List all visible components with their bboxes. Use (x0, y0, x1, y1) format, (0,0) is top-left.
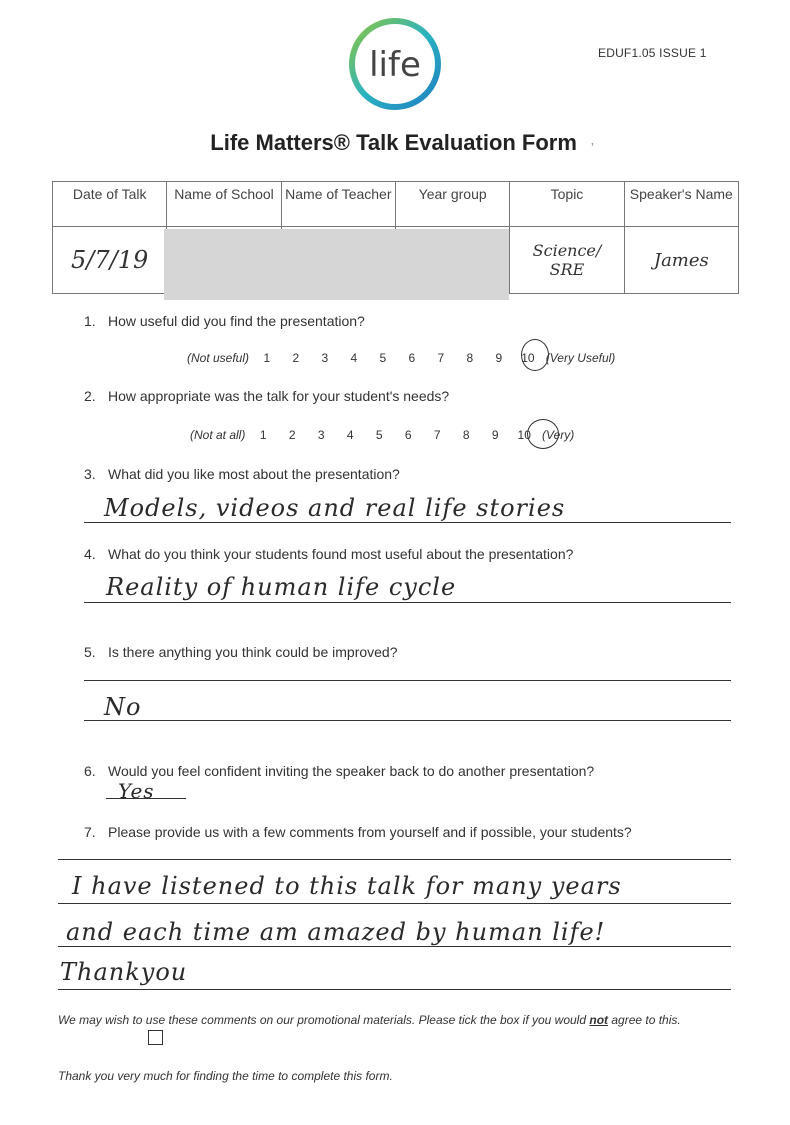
life-logo (347, 16, 443, 112)
header-year-group: Year group (395, 182, 509, 227)
rating-option[interactable]: 6 (404, 428, 412, 442)
question-3: 3. What did you like most about the presentation? (84, 466, 400, 482)
question-4: 4. What do you think your students found most useful about the presentation? (84, 546, 574, 562)
rating-option[interactable]: 8 (462, 428, 470, 442)
redaction-block (164, 229, 509, 300)
question-6: 6. Would you feel confident inviting the speaker back to do another presentation? (84, 763, 595, 779)
question-1: 1. How useful did you find the presentation? (84, 313, 365, 329)
header-date: Date of Talk (53, 182, 167, 227)
scale-low-label: (Not useful) (187, 351, 250, 365)
rating-option[interactable]: 1 (259, 428, 267, 442)
question-7: 7. Please provide us with a few comments from yourself and if possible, your students? (84, 824, 632, 840)
rating-option-selected[interactable]: 10 (521, 351, 535, 365)
rating-option[interactable]: 6 (408, 351, 416, 365)
rating-option[interactable]: 8 (466, 351, 474, 365)
selection-circle (527, 419, 559, 449)
logo-text: life (369, 45, 421, 85)
answer-line[interactable] (58, 989, 731, 990)
answer-line[interactable] (84, 522, 731, 523)
answer-line[interactable] (84, 720, 731, 721)
selection-circle (521, 339, 549, 371)
speaker-value: James (653, 249, 709, 271)
document-reference: EDUF1.05 ISSUE 1 (598, 46, 707, 60)
scale-high-label: (Very) (542, 428, 575, 442)
question-5: 5. Is there anything you think could be improved? (84, 644, 398, 660)
answer-7-line2: and each time am amazed by human life! (66, 918, 606, 946)
answer-line[interactable] (106, 798, 186, 799)
answer-4: Reality of human life cycle (106, 573, 457, 601)
header-speaker: Speaker's Name (624, 182, 738, 227)
header-topic: Topic (510, 182, 624, 227)
answer-6: Yes (118, 779, 155, 803)
topic-value-line2: SRE (549, 260, 585, 279)
scale-high-label: (Very Useful) (545, 351, 616, 365)
rating-option[interactable]: 5 (379, 351, 387, 365)
rating-option[interactable]: 7 (437, 351, 445, 365)
rating-scale-1 (187, 351, 615, 365)
answer-5: No (104, 693, 142, 721)
page-title: Life Matters® Talk Evaluation Form ’ (210, 130, 594, 155)
rating-option[interactable]: 3 (321, 351, 329, 365)
rating-option[interactable]: 5 (375, 428, 383, 442)
rating-option[interactable]: 9 (491, 428, 499, 442)
rating-option[interactable]: 3 (317, 428, 325, 442)
rating-option[interactable]: 7 (433, 428, 441, 442)
rating-option[interactable]: 9 (495, 351, 503, 365)
answer-3: Models, videos and real life stories (104, 494, 566, 522)
topic-value-line1: Science/ (532, 241, 602, 260)
rating-option[interactable]: 2 (292, 351, 300, 365)
question-2: 2. How appropriate was the talk for your student's needs? (84, 388, 450, 404)
rating-option[interactable]: 4 (350, 351, 358, 365)
header-school: Name of School (167, 182, 281, 227)
cell-speaker[interactable] (624, 227, 738, 294)
rating-option[interactable]: 2 (288, 428, 296, 442)
answer-line[interactable] (84, 680, 731, 681)
promo-opt-out-checkbox[interactable] (148, 1030, 163, 1045)
rating-scale-2 (190, 428, 574, 442)
answer-line[interactable] (58, 946, 731, 947)
scale-low-label: (Not at all) (190, 428, 246, 442)
rating-option-selected[interactable]: 10 (517, 428, 531, 442)
rating-option[interactable]: 1 (263, 351, 271, 365)
date-value: 5/7/19 (71, 246, 149, 274)
header-teacher: Name of Teacher (281, 182, 395, 227)
answer-line[interactable] (58, 859, 731, 860)
cell-topic[interactable] (510, 227, 624, 294)
answer-7-line1: I have listened to this talk for many years (72, 872, 622, 900)
thank-you-note: Thank you very much for finding the time to complete this form. (58, 1069, 393, 1083)
cell-date[interactable] (53, 227, 167, 294)
rating-option[interactable]: 4 (346, 428, 354, 442)
answer-line[interactable] (58, 903, 731, 904)
answer-line[interactable] (84, 602, 731, 603)
promo-consent-note: We may wish to use these comments on our promotional materials. Please tick the box if you would not agree to this. (58, 1013, 681, 1027)
answer-7-line3: Thankyou (60, 958, 188, 986)
